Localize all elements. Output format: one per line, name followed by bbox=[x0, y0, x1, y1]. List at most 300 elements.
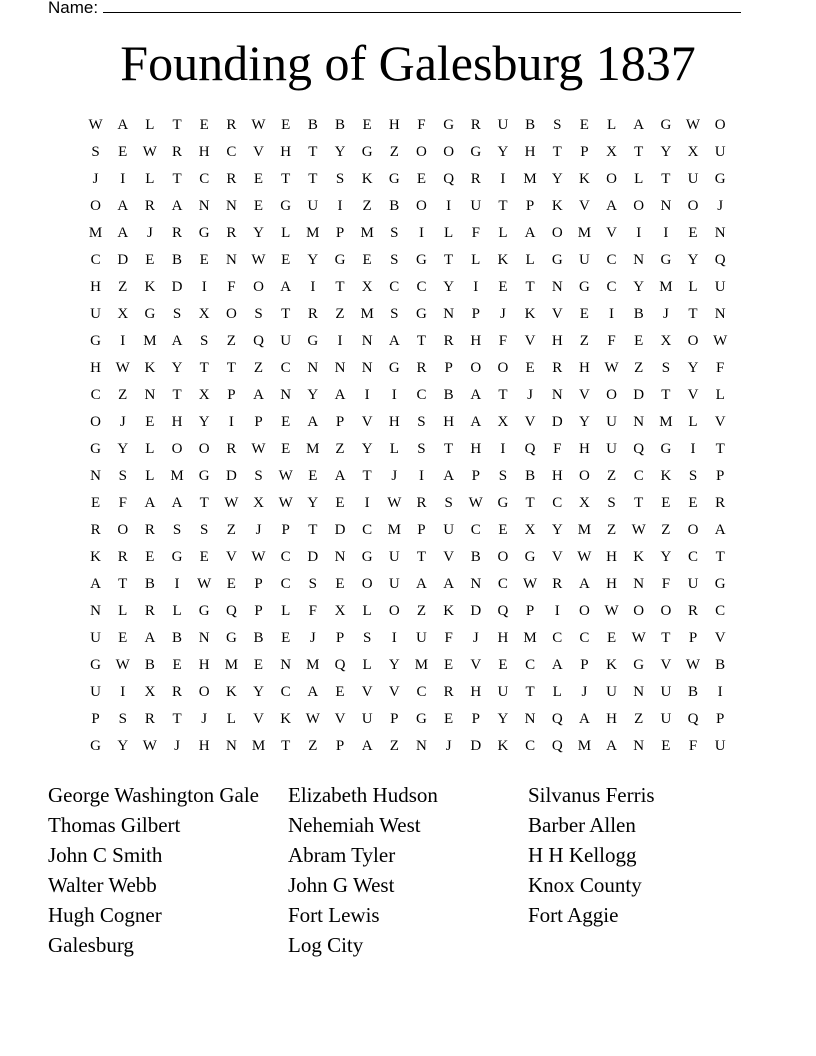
grid-letter: M bbox=[414, 657, 429, 673]
grid-letter: L bbox=[634, 171, 644, 187]
grid-letter: S bbox=[498, 468, 508, 484]
grid-letter: G bbox=[416, 252, 427, 268]
grid-letter: L bbox=[281, 225, 291, 241]
grid-letter: N bbox=[633, 576, 645, 592]
grid-letter: A bbox=[144, 630, 156, 646]
grid-letter: B bbox=[525, 468, 536, 484]
grid-row bbox=[82, 223, 734, 250]
grid-letter: Z bbox=[661, 522, 671, 538]
grid-letter: U bbox=[90, 306, 101, 322]
grid-letter: T bbox=[416, 549, 427, 565]
grid-letter: Q bbox=[524, 441, 536, 457]
grid-letter: F bbox=[716, 360, 725, 376]
grid-letter: I bbox=[690, 441, 696, 457]
grid-letter: O bbox=[606, 387, 617, 403]
grid-letter: L bbox=[145, 468, 155, 484]
grid-letter: S bbox=[254, 306, 263, 322]
grid-letter: P bbox=[335, 738, 345, 754]
grid-letter: A bbox=[334, 387, 346, 403]
grid-letter: L bbox=[471, 252, 481, 268]
grid-row bbox=[82, 547, 734, 574]
grid-row bbox=[82, 520, 734, 547]
grid-letter: T bbox=[281, 306, 291, 322]
grid-letter: E bbox=[688, 495, 698, 511]
grid-letter: A bbox=[171, 198, 183, 214]
grid-letter: R bbox=[226, 225, 237, 241]
grid-letter: J bbox=[174, 738, 180, 754]
grid-letter: O bbox=[198, 441, 210, 457]
grid-letter: Y bbox=[253, 225, 264, 241]
grid-letter: N bbox=[361, 360, 373, 376]
grid-letter: H bbox=[90, 279, 101, 295]
grid-letter: W bbox=[251, 117, 266, 133]
word-bank-item: Abram Tyler bbox=[288, 843, 396, 867]
grid-letter: M bbox=[387, 522, 401, 538]
grid-letter: R bbox=[172, 144, 183, 160]
grid-letter: I bbox=[337, 333, 343, 349]
grid-letter: W bbox=[88, 117, 103, 133]
word-bank-item: Walter Webb bbox=[48, 873, 157, 897]
grid-letter: I bbox=[473, 279, 479, 295]
word-bank-item: Elizabeth Hudson bbox=[288, 783, 438, 807]
grid-letter: V bbox=[578, 198, 590, 214]
grid-letter: B bbox=[525, 117, 536, 133]
grid-letter: G bbox=[497, 495, 509, 511]
grid-letter: P bbox=[254, 414, 263, 430]
grid-row bbox=[82, 142, 734, 169]
grid-row bbox=[82, 277, 734, 304]
grid-letter: N bbox=[714, 306, 726, 322]
grid-letter: I bbox=[120, 684, 126, 700]
grid-letter: P bbox=[335, 630, 345, 646]
grid-letter: B bbox=[172, 630, 183, 646]
grid-letter: H bbox=[578, 441, 590, 457]
grid-letter: O bbox=[633, 603, 645, 619]
grid-letter: R bbox=[144, 603, 155, 619]
word-column bbox=[528, 780, 655, 930]
grid-letter: B bbox=[307, 117, 318, 133]
grid-letter: N bbox=[524, 711, 536, 727]
grid-letter: R bbox=[90, 522, 101, 538]
grid-letter: M bbox=[88, 225, 103, 241]
grid-letter: P bbox=[580, 144, 589, 160]
grid-letter: R bbox=[144, 522, 155, 538]
grid-letter: H bbox=[470, 333, 482, 349]
grid-row bbox=[82, 358, 734, 385]
grid-letter: E bbox=[661, 738, 671, 754]
grid-letter: I bbox=[418, 225, 424, 241]
grid-letter: X bbox=[117, 306, 129, 322]
grid-letter: E bbox=[525, 360, 535, 376]
grid-letter: V bbox=[687, 387, 699, 403]
grid-letter: G bbox=[551, 252, 563, 268]
grid-letter: H bbox=[198, 144, 210, 160]
grid-letter: A bbox=[253, 387, 264, 403]
grid-letter: V bbox=[606, 225, 617, 241]
grid-letter: Y bbox=[198, 414, 210, 430]
word-bank-item: Nehemiah West bbox=[288, 813, 421, 837]
grid-letter: W bbox=[468, 495, 483, 511]
grid-letter: O bbox=[90, 414, 101, 430]
grid-letter: L bbox=[498, 225, 508, 241]
grid-letter: C bbox=[688, 549, 699, 565]
word-bank-item: Thomas Gilbert bbox=[48, 813, 181, 837]
name-underline bbox=[103, 0, 741, 13]
grid-letter: H bbox=[578, 360, 590, 376]
grid-letter: G bbox=[443, 117, 455, 133]
grid-letter: N bbox=[361, 333, 373, 349]
grid-letter: O bbox=[497, 549, 509, 565]
grid-letter: I bbox=[663, 225, 669, 241]
grid-letter: Y bbox=[660, 144, 672, 160]
grid-letter: H bbox=[388, 117, 400, 133]
grid-letter: Y bbox=[117, 738, 129, 754]
grid-letter: T bbox=[281, 738, 291, 754]
grid-letter: T bbox=[634, 144, 644, 160]
grid-letter: E bbox=[634, 333, 644, 349]
grid-letter: W bbox=[278, 495, 293, 511]
grid-letter: U bbox=[388, 576, 400, 592]
grid-letter: S bbox=[607, 495, 616, 511]
grid-letter: W bbox=[142, 144, 157, 160]
grid-letter: G bbox=[198, 225, 210, 241]
grid-letter: G bbox=[416, 711, 427, 727]
grid-letter: N bbox=[633, 252, 645, 268]
grid-letter: M bbox=[306, 225, 320, 241]
grid-letter: L bbox=[688, 414, 698, 430]
grid-letter: S bbox=[118, 711, 127, 727]
grid-letter: S bbox=[661, 360, 671, 376]
grid-letter: U bbox=[416, 630, 427, 646]
grid-letter: Y bbox=[660, 549, 672, 565]
grid-letter: J bbox=[309, 630, 316, 646]
grid-letter: M bbox=[659, 414, 673, 430]
grid-letter: T bbox=[661, 387, 671, 403]
grid-letter: N bbox=[334, 360, 346, 376]
grid-letter: L bbox=[145, 117, 155, 133]
grid-row bbox=[82, 601, 734, 628]
grid-letter: C bbox=[280, 360, 291, 376]
grid-letter: K bbox=[361, 171, 373, 187]
grid-letter: A bbox=[280, 279, 292, 295]
grid-letter: Z bbox=[634, 360, 644, 376]
grid-letter: J bbox=[201, 711, 208, 727]
grid-letter: U bbox=[497, 684, 509, 700]
grid-letter: S bbox=[362, 630, 372, 646]
grid-letter: I bbox=[120, 333, 126, 349]
grid-letter: P bbox=[91, 711, 100, 727]
grid-letter: U bbox=[90, 684, 101, 700]
grid-letter: Y bbox=[361, 441, 373, 457]
grid-letter: O bbox=[443, 144, 455, 160]
grid-letter: J bbox=[581, 684, 588, 700]
grid-row bbox=[82, 709, 734, 736]
grid-letter: C bbox=[552, 495, 563, 511]
grid-letter: E bbox=[118, 144, 128, 160]
grid-letter: A bbox=[171, 495, 183, 511]
grid-letter: R bbox=[144, 711, 155, 727]
grid-letter: T bbox=[661, 171, 671, 187]
grid-letter: M bbox=[306, 441, 320, 457]
grid-letter: H bbox=[497, 630, 509, 646]
grid-letter: M bbox=[659, 279, 673, 295]
grid-letter: P bbox=[471, 306, 480, 322]
grid-letter: L bbox=[606, 117, 617, 133]
grid-letter: K bbox=[443, 603, 455, 619]
grid-letter: K bbox=[660, 468, 672, 484]
grid-letter: N bbox=[307, 360, 319, 376]
grid-letter: T bbox=[226, 360, 236, 376]
grid-letter: Y bbox=[334, 144, 346, 160]
grid-letter: C bbox=[226, 144, 237, 160]
grid-letter: E bbox=[253, 198, 264, 214]
grid-letter: L bbox=[118, 603, 128, 619]
grid-letter: Q bbox=[633, 441, 645, 457]
grid-letter: T bbox=[172, 711, 182, 727]
grid-letter: G bbox=[90, 441, 101, 457]
grid-letter: D bbox=[334, 522, 346, 538]
grid-letter: U bbox=[606, 684, 617, 700]
grid-letter: S bbox=[308, 576, 317, 592]
grid-letter: R bbox=[470, 117, 481, 133]
grid-letter: U bbox=[687, 171, 699, 187]
grid-letter: K bbox=[633, 549, 645, 565]
grid-letter: V bbox=[388, 684, 400, 700]
grid-letter: F bbox=[498, 333, 508, 349]
grid-letter: G bbox=[416, 306, 427, 322]
grid-letter: V bbox=[551, 549, 563, 565]
grid-letter: A bbox=[117, 225, 129, 241]
grid-row bbox=[82, 655, 734, 682]
grid-letter: N bbox=[198, 198, 210, 214]
grid-letter: A bbox=[416, 576, 427, 592]
grid-letter: H bbox=[280, 144, 292, 160]
grid-letter: T bbox=[688, 306, 698, 322]
grid-letter: T bbox=[172, 171, 182, 187]
grid-letter: M bbox=[170, 468, 184, 484]
grid-letter: U bbox=[443, 522, 455, 538]
grid-letter: T bbox=[281, 171, 291, 187]
grid-letter: Y bbox=[633, 279, 645, 295]
grid-letter: P bbox=[716, 468, 725, 484]
grid-letter: N bbox=[90, 468, 101, 484]
grid-letter: W bbox=[278, 468, 293, 484]
grid-letter: H bbox=[470, 684, 482, 700]
grid-letter: U bbox=[687, 576, 699, 592]
grid-letter: E bbox=[362, 117, 372, 133]
grid-letter: X bbox=[497, 414, 509, 430]
grid-letter: J bbox=[391, 468, 398, 484]
grid-letter: N bbox=[443, 306, 455, 322]
grid-letter: V bbox=[361, 414, 373, 430]
grid-letter: R bbox=[552, 576, 563, 592]
grid-letter: K bbox=[524, 306, 536, 322]
grid-letter: C bbox=[389, 279, 400, 295]
grid-letter: M bbox=[143, 333, 157, 349]
grid-letter: E bbox=[444, 711, 454, 727]
grid-letter: I bbox=[391, 387, 397, 403]
grid-letter: V bbox=[578, 387, 590, 403]
grid-letter: K bbox=[578, 171, 590, 187]
grid-letter: N bbox=[225, 738, 237, 754]
grid-letter: R bbox=[226, 171, 237, 187]
grid-letter: Q bbox=[687, 711, 699, 727]
grid-letter: P bbox=[281, 522, 290, 538]
grid-letter: U bbox=[90, 630, 101, 646]
grid-letter: W bbox=[685, 117, 701, 133]
grid-letter: Q bbox=[334, 657, 346, 673]
grid-row bbox=[82, 115, 734, 142]
grid-letter: B bbox=[443, 387, 454, 403]
grid-letter: P bbox=[525, 603, 535, 619]
grid-letter: S bbox=[254, 468, 263, 484]
grid-letter: S bbox=[390, 252, 399, 268]
grid-letter: C bbox=[552, 630, 563, 646]
grid-letter: E bbox=[661, 495, 671, 511]
grid-letter: P bbox=[471, 711, 480, 727]
grid-letter: R bbox=[416, 495, 427, 511]
grid-letter: E bbox=[145, 549, 155, 565]
grid-letter: X bbox=[198, 387, 210, 403]
grid-letter: S bbox=[172, 306, 182, 322]
grid-letter: T bbox=[525, 495, 535, 511]
grid-letter: U bbox=[606, 441, 617, 457]
page-title: Founding of Galesburg 1837 bbox=[120, 35, 696, 91]
grid-letter: N bbox=[660, 198, 672, 214]
grid-letter: U bbox=[714, 738, 726, 754]
grid-letter: O bbox=[633, 198, 645, 214]
grid-letter: W bbox=[631, 522, 646, 538]
grid-letter: W bbox=[197, 576, 212, 592]
grid-letter: G bbox=[280, 198, 292, 214]
grid-letter: N bbox=[334, 549, 346, 565]
grid-letter: L bbox=[688, 279, 698, 295]
grid-letter: G bbox=[660, 252, 672, 268]
grid-letter: O bbox=[687, 333, 699, 349]
grid-letter: I bbox=[228, 414, 234, 430]
grid-letter: Z bbox=[308, 738, 318, 754]
grid-letter: T bbox=[416, 333, 427, 349]
grid-row bbox=[82, 304, 734, 331]
grid-letter: G bbox=[144, 306, 156, 322]
grid-letter: P bbox=[716, 711, 725, 727]
grid-letter: L bbox=[172, 603, 182, 619]
grid-letter: P bbox=[254, 603, 263, 619]
grid-letter: H bbox=[606, 576, 617, 592]
grid-letter: K bbox=[144, 360, 156, 376]
grid-letter: B bbox=[144, 576, 155, 592]
grid-letter: C bbox=[416, 387, 427, 403]
grid-letter: O bbox=[687, 198, 699, 214]
grid-letter: E bbox=[688, 225, 698, 241]
grid-letter: S bbox=[553, 117, 562, 133]
grid-letter: C bbox=[579, 630, 590, 646]
grid-letter: E bbox=[444, 657, 454, 673]
grid-letter: X bbox=[606, 144, 617, 160]
word-bank-item: Silvanus Ferris bbox=[528, 783, 655, 807]
grid-row bbox=[82, 385, 734, 412]
grid-letter: M bbox=[360, 225, 374, 241]
grid-letter: N bbox=[144, 387, 156, 403]
grid-letter: O bbox=[578, 603, 590, 619]
grid-letter: D bbox=[117, 252, 129, 268]
grid-letter: L bbox=[389, 441, 399, 457]
grid-letter: B bbox=[253, 630, 264, 646]
grid-letter: D bbox=[225, 468, 237, 484]
grid-letter: U bbox=[660, 711, 672, 727]
grid-letter: E bbox=[199, 549, 209, 565]
grid-letter: Y bbox=[497, 711, 509, 727]
grid-letter: G bbox=[660, 441, 672, 457]
grid-letter: V bbox=[361, 684, 373, 700]
grid-letter: H bbox=[551, 333, 563, 349]
grid-letter: U bbox=[578, 252, 590, 268]
grid-letter: Q bbox=[714, 252, 726, 268]
grid-letter: A bbox=[606, 738, 617, 754]
grid-letter: W bbox=[251, 252, 266, 268]
grid-letter: W bbox=[631, 630, 646, 646]
grid-letter: Q bbox=[551, 711, 563, 727]
grid-letter: Z bbox=[606, 522, 617, 538]
grid-letter: W bbox=[577, 549, 592, 565]
word-bank-item: George Washington Gale bbox=[48, 783, 259, 807]
name-field bbox=[48, 0, 741, 18]
grid-letter: H bbox=[171, 414, 183, 430]
grid-letter: O bbox=[714, 117, 726, 133]
grid-letter: X bbox=[524, 522, 536, 538]
grid-letter: H bbox=[551, 468, 563, 484]
grid-letter: W bbox=[251, 549, 266, 565]
word-bank-item: Knox County bbox=[528, 873, 642, 897]
grid-letter: A bbox=[714, 522, 726, 538]
grid-letter: R bbox=[144, 198, 155, 214]
grid-letter: Y bbox=[578, 414, 590, 430]
grid-letter: U bbox=[280, 333, 292, 349]
grid-letter: S bbox=[91, 144, 100, 160]
grid-letter: O bbox=[117, 522, 129, 538]
grid-letter: X bbox=[198, 306, 210, 322]
grid-letter: T bbox=[172, 117, 182, 133]
grid-letter: F bbox=[661, 576, 671, 592]
grid-letter: A bbox=[361, 738, 373, 754]
grid-letter: L bbox=[362, 657, 372, 673]
grid-letter: N bbox=[280, 657, 292, 673]
grid-letter: A bbox=[334, 468, 346, 484]
grid-letter: A bbox=[578, 711, 590, 727]
grid-letter: D bbox=[633, 387, 645, 403]
grid-letter: L bbox=[145, 441, 155, 457]
grid-row bbox=[82, 628, 734, 655]
grid-letter: X bbox=[334, 603, 346, 619]
grid-letter: Z bbox=[634, 711, 644, 727]
grid-letter: V bbox=[714, 414, 726, 430]
grid-letter: V bbox=[225, 549, 237, 565]
grid-letter: S bbox=[335, 171, 345, 187]
grid-letter: F bbox=[688, 738, 698, 754]
grid-letter: N bbox=[714, 225, 726, 241]
grid-letter: G bbox=[198, 468, 210, 484]
grid-letter: E bbox=[335, 684, 345, 700]
grid-letter: I bbox=[120, 171, 126, 187]
grid-letter: E bbox=[253, 171, 264, 187]
grid-letter: W bbox=[387, 495, 402, 511]
grid-letter: G bbox=[361, 144, 373, 160]
grid-letter: T bbox=[118, 576, 128, 592]
grid-letter: W bbox=[115, 657, 130, 673]
grid-letter: D bbox=[307, 549, 319, 565]
grid-letter: K bbox=[280, 711, 292, 727]
grid-letter: T bbox=[715, 549, 725, 565]
